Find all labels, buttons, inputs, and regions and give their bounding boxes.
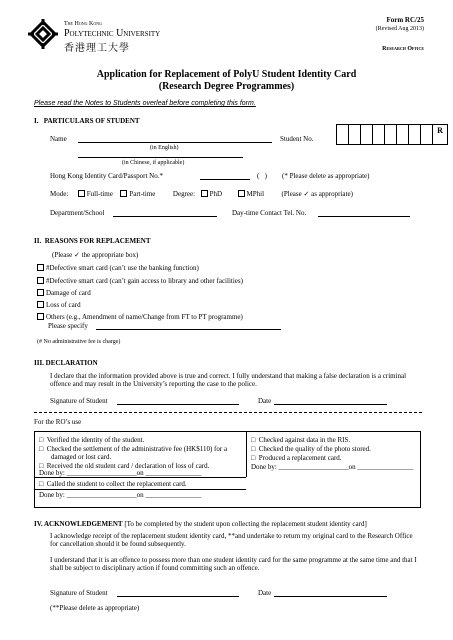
reason-option-1[interactable] [37, 264, 199, 272]
reason-checkbox[interactable] [37, 301, 44, 308]
ro-checkbox[interactable]: □ [39, 480, 44, 488]
office-name: Research Office [382, 46, 424, 52]
date-label-1: Date [258, 397, 272, 405]
ro-item-label: Called the student to collect the replacement card. [46, 480, 187, 488]
ro-done-by-3[interactable]: Done by: ____________________on ________________ [251, 463, 414, 471]
in-english-caption: (in English) [150, 145, 179, 151]
specify-field[interactable] [96, 329, 281, 330]
hkid-label: Hong Kong Identity Card/Passport No.* [50, 172, 163, 180]
name-label: Name [50, 135, 67, 143]
name-chinese-field[interactable] [78, 157, 243, 158]
revised-date: (Revised Aug 2013) [375, 26, 424, 32]
ro-item-right-1[interactable] [251, 436, 350, 444]
tel-field[interactable] [318, 216, 410, 217]
tel-label: Day-time Contact Tel. No. [232, 209, 307, 217]
ro-item-right-3[interactable] [251, 454, 342, 462]
reason-checkbox[interactable] [37, 277, 44, 284]
section3-heading: III. DECLARATION [34, 359, 98, 367]
ro-box-hline-bottom [35, 489, 246, 490]
reason-label: Damage of card [46, 289, 91, 297]
ro-box-divider [246, 432, 247, 477]
ro-checkbox[interactable]: □ [39, 445, 44, 453]
mode-ft-label: Full-time [86, 190, 113, 198]
ro-item-label: Checked the settlement of the administrative fee (HK$110) for a damaged or lost card. [46, 445, 228, 461]
hkid-check-digit: ( ) [257, 172, 267, 180]
signature-label-2: Signature of Student [50, 589, 108, 597]
signature-label-1: Signature of Student [50, 397, 108, 405]
reason-checkbox[interactable] [37, 289, 44, 296]
ro-item-label: Received the old student card / declaration of loss of card. [46, 462, 210, 470]
university-name-line2: Polytechnic University [64, 28, 161, 39]
ro-checkbox[interactable]: □ [251, 445, 256, 453]
reason-label: Loss of card [46, 301, 81, 309]
reason-label: #Defective smart card (can’t use the banking function) [46, 264, 199, 272]
tick-note: (Please ✓ as appropriate) [281, 190, 353, 198]
ro-checkbox[interactable]: □ [39, 436, 44, 444]
degree-mphil-label: MPhil [246, 190, 265, 198]
hkid-field[interactable] [200, 179, 250, 180]
reason-instruction: (Please ✓ the appropriate box) [52, 251, 139, 259]
cut-line-divider [34, 412, 422, 413]
acknowledge-para-2: I understand that it is an offence to possess more than one student identity card for the same programme at the same time and that I shall be subject to disciplinary action if found committing such an offence. [50, 556, 417, 572]
ro-checkbox[interactable]: □ [251, 454, 256, 462]
ro-checkbox[interactable]: □ [39, 462, 44, 470]
ro-item-label: Produced a replacement card. [258, 454, 342, 462]
ro-box-hline [35, 477, 246, 478]
form-title: Application for Replacement of PolyU Student Identity Card [96, 69, 357, 80]
acknowledge-para-1: I acknowledge receipt of the replacement student identity card, **and undertake to return my original card to the Research Office for cancellation should it be found subsequently. [50, 532, 413, 548]
mode-pt-checkbox[interactable] [120, 190, 127, 197]
polyu-logo [27, 17, 59, 51]
degree-mphil-checkbox[interactable] [238, 190, 245, 197]
form-number: Form RC/25 [386, 16, 424, 24]
ro-use-box [34, 431, 421, 508]
section4-heading-note: [To be completed by the student upon collecting the replacement student identity card] [124, 520, 367, 528]
student-no-label: Student No. [280, 135, 314, 143]
mode-pt-label: Part-time [129, 190, 156, 198]
signature-field-2[interactable] [117, 596, 239, 597]
university-name-chinese: 香港理工大學 [64, 43, 130, 54]
ro-item-label: Checked against data in the RIS. [258, 436, 351, 444]
ro-item-right-2[interactable] [251, 445, 371, 453]
reason-option-2[interactable] [37, 277, 243, 285]
reason-label: #Defective smart card (can’t gain access to library and other facilities) [46, 277, 243, 285]
degree-phd-checkbox[interactable] [201, 190, 208, 197]
reason-checkbox[interactable] [37, 313, 44, 320]
ro-item-4[interactable] [39, 480, 244, 488]
reason-checkbox[interactable] [37, 264, 44, 271]
university-name-line1: The Hong Kong [64, 21, 102, 27]
mode-row [50, 190, 353, 198]
fee-footnote: (# No administrative fee is charge) [37, 339, 121, 345]
degree-phd-label: PhD [209, 190, 223, 198]
ro-item-2[interactable] [39, 445, 244, 461]
section2-heading: II. REASONS FOR REPLACEMENT [34, 237, 151, 245]
section4-heading: IV. ACKNOWLEDGEMENT [34, 520, 123, 528]
delete-footnote: (**Please delete as appropriate) [50, 604, 140, 612]
in-chinese-caption: (in Chinese, if applicable) [122, 160, 185, 166]
notice-text: Please read the Notes to Students overleaf before completing this form. [34, 100, 256, 107]
degree-label: Degree: [172, 190, 196, 198]
dept-label: Department/School [50, 209, 105, 217]
ro-done-by-1[interactable]: Done by: ____________________on ________________ [39, 469, 202, 477]
mode-label: Mode: [50, 190, 69, 198]
section1-heading: I. PARTICULARS OF STUDENT [34, 117, 140, 125]
ro-checkbox[interactable]: □ [251, 436, 256, 444]
date-field-2[interactable] [274, 596, 387, 597]
form-subtitle: (Research Degree Programmes) [158, 81, 295, 92]
mode-ft-checkbox[interactable] [78, 190, 85, 197]
ro-done-by-2[interactable]: Done by: ____________________on ________________ [39, 491, 202, 499]
reason-option-3[interactable] [37, 289, 91, 297]
ro-use-label: For the RO’s use [34, 418, 82, 426]
specify-label: Please specify [48, 322, 88, 330]
declaration-text: I declare that the information provided above is true and correct. I fully understand that making a false declaration is a criminal offence and may result in the University’s reporting the case to the police. [50, 372, 407, 388]
date-label-2: Date [258, 589, 272, 597]
reason-option-5[interactable] [37, 313, 243, 321]
dept-field[interactable] [113, 216, 217, 217]
hkid-note: (* Please delete as appropriate) [282, 172, 370, 180]
section4-heading-row [34, 520, 367, 528]
student-no-suffix: R [432, 124, 448, 145]
reason-option-4[interactable] [37, 301, 81, 309]
signature-field-1[interactable] [117, 404, 239, 405]
student-no-boxes[interactable] [337, 124, 448, 145]
ro-item-label: Checked the quality of the photo stored. [258, 445, 371, 453]
reason-label: Others (e.g., Amendment of name/Change from FT to PT programme) [46, 313, 243, 321]
ro-item-1[interactable] [39, 436, 244, 444]
date-field-1[interactable] [274, 404, 387, 405]
name-english-field[interactable] [78, 142, 272, 143]
ro-item-label: Verified the identity of the student. [46, 436, 145, 444]
